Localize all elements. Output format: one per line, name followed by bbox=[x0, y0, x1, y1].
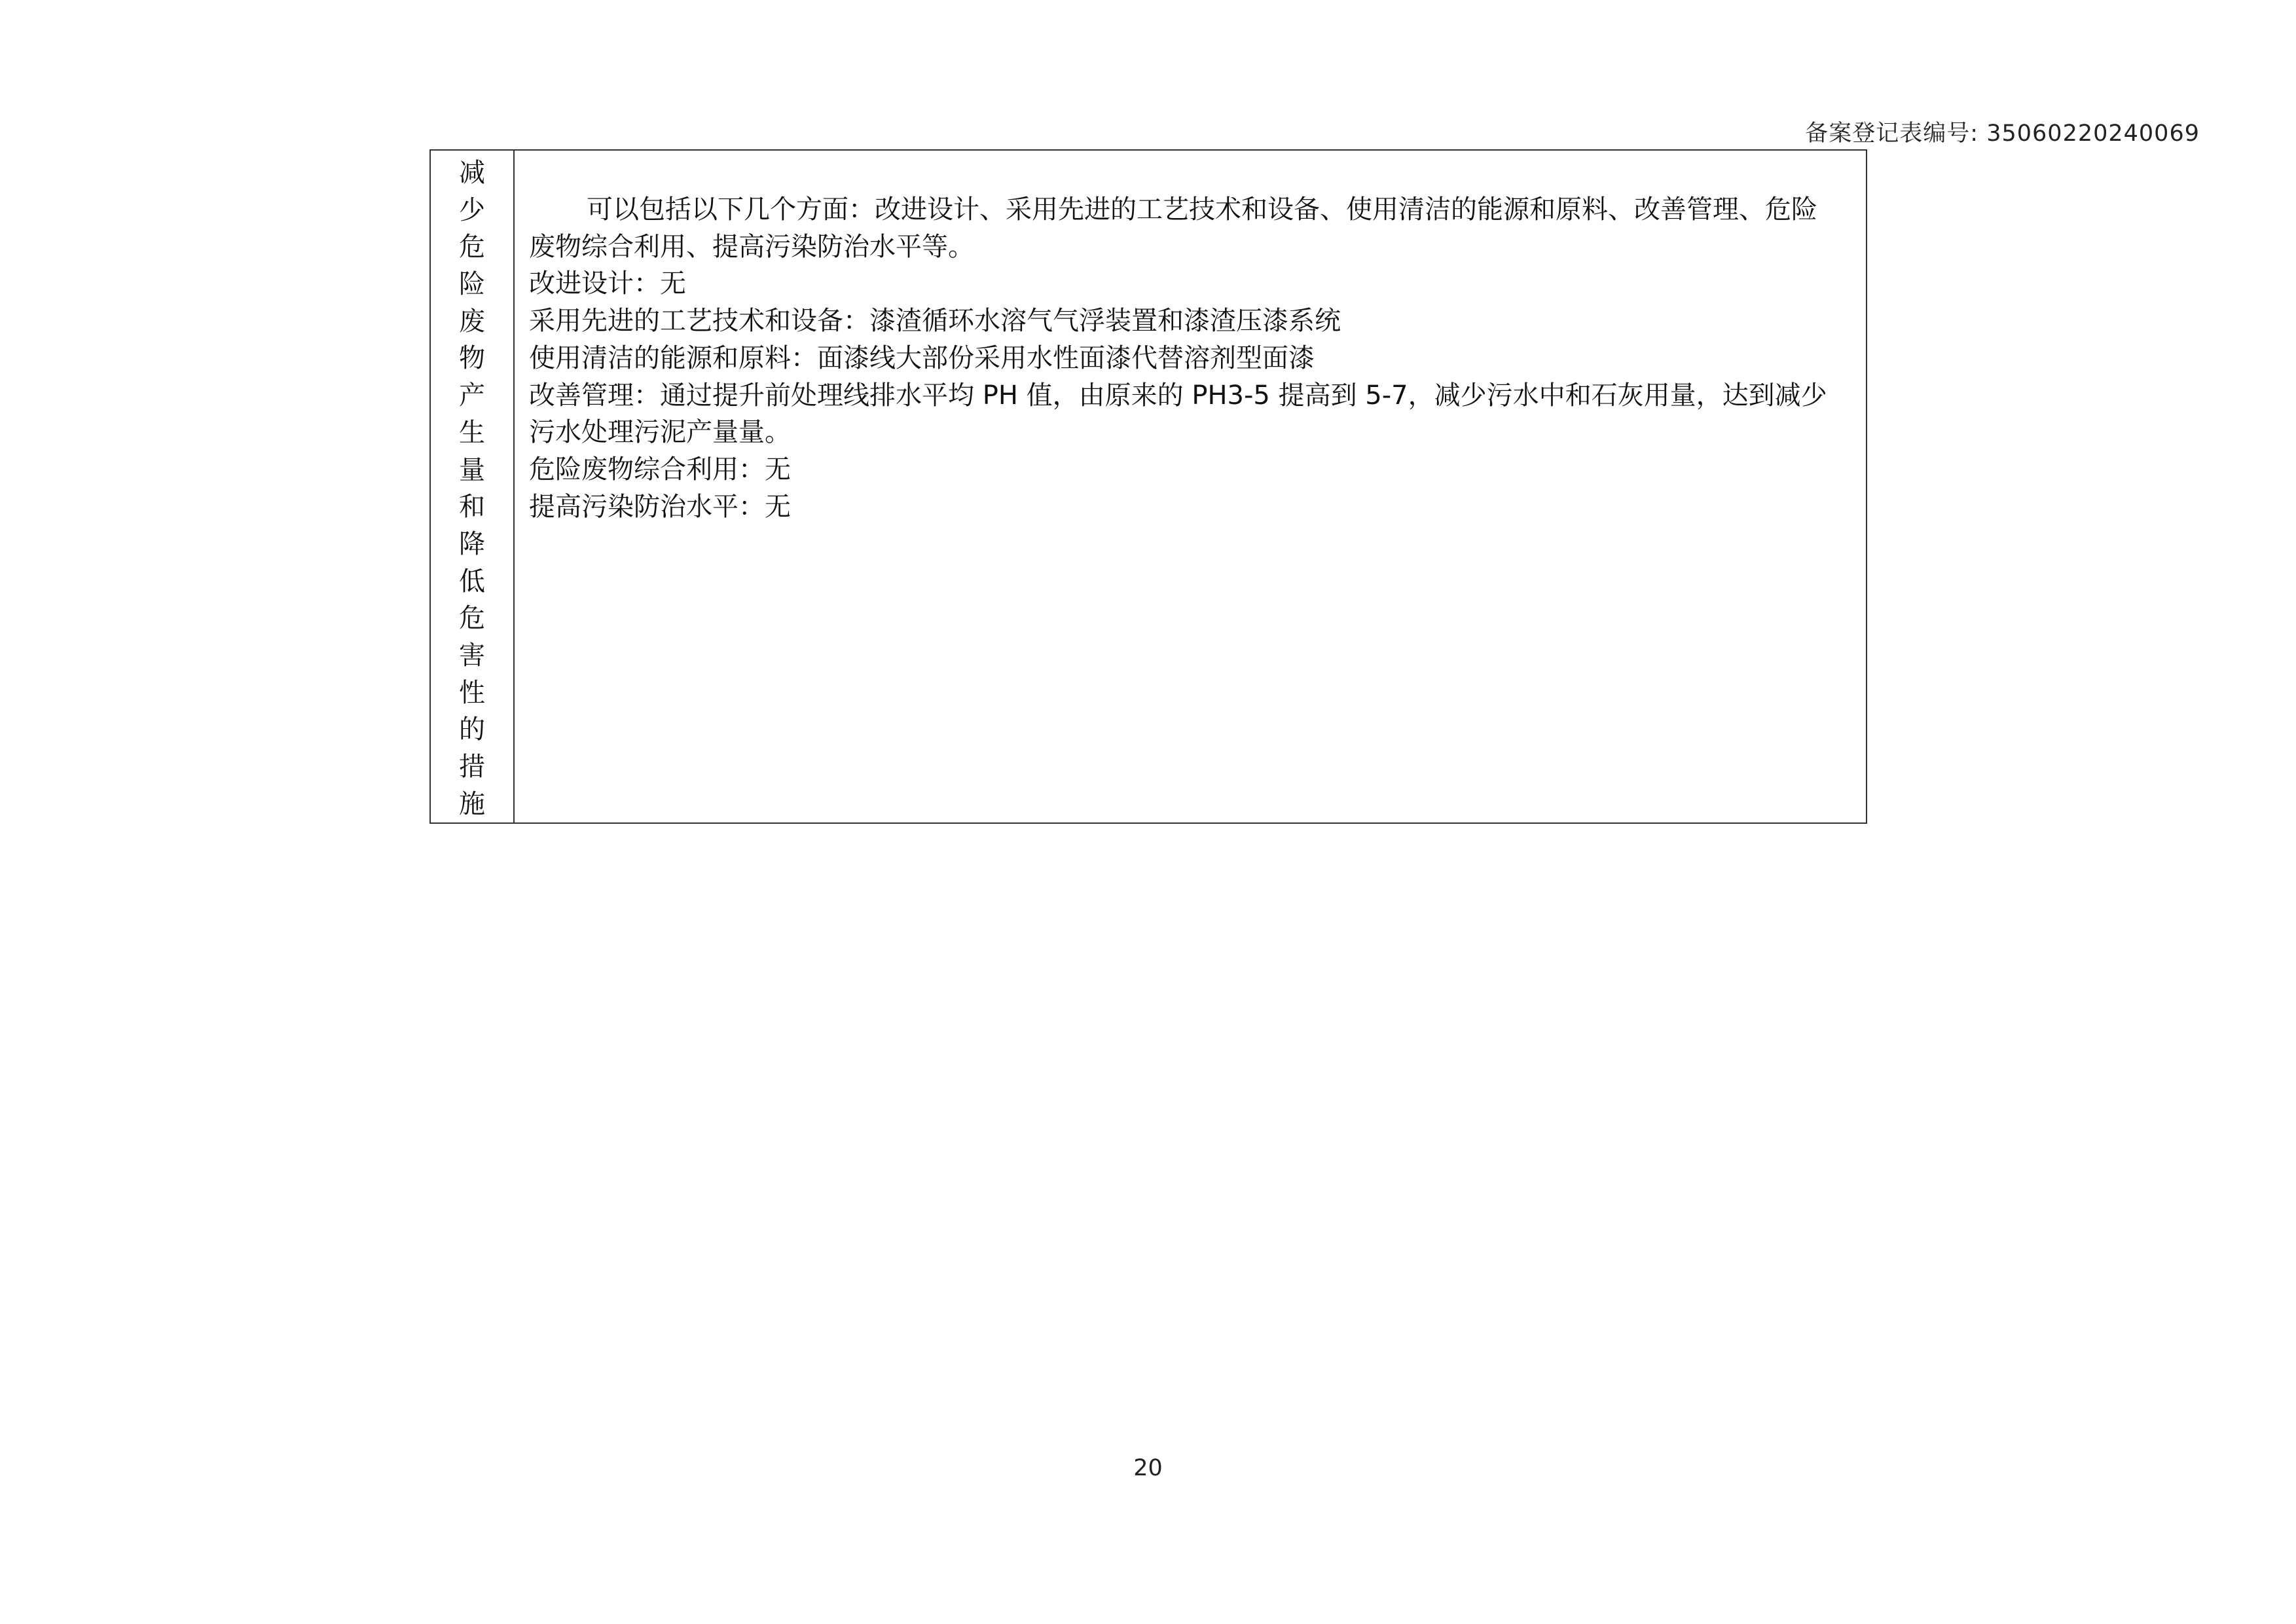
registration-number-header bbox=[1805, 115, 2200, 148]
measure-item: 改善管理：通过提升前处理线排水平均 PH 值，由原来的 PH3-5 提高到 5-7，减少污水中和石灰用量，达到减少污水处理污泥产量量。 bbox=[529, 380, 1827, 448]
label-char: 危 bbox=[459, 603, 485, 634]
label-char: 废 bbox=[459, 306, 485, 337]
registration-label: 备案登记表编号: bbox=[1805, 120, 1979, 147]
measure-item: 危险废物综合利用：无 bbox=[529, 454, 791, 485]
row-label-cell bbox=[430, 150, 514, 823]
label-char: 物 bbox=[459, 343, 485, 374]
page-number: 20 bbox=[1133, 1455, 1163, 1481]
measure-item: 使用清洁的能源和原料：面漆线大部份采用水性面漆代替溶剂型面漆 bbox=[529, 342, 1315, 373]
row-content-cell bbox=[514, 150, 1867, 823]
label-char: 和 bbox=[459, 492, 485, 523]
label-char: 产 bbox=[459, 380, 485, 411]
table-row bbox=[430, 150, 1867, 823]
label-char: 生 bbox=[459, 417, 485, 448]
label-char: 险 bbox=[459, 269, 485, 300]
registration-value: 35060220240069 bbox=[1986, 120, 2200, 147]
measure-item: 提高污染防治水平：无 bbox=[529, 491, 791, 522]
label-char: 降 bbox=[459, 528, 485, 559]
measure-item: 改进设计：无 bbox=[529, 268, 686, 299]
measure-item: 采用先进的工艺技术和设备：漆渣循环水溶气气浮装置和漆渣压漆系统 bbox=[529, 306, 1341, 337]
intro-paragraph: 可以包括以下几个方面：改进设计、采用先进的工艺技术和设备、使用清洁的能源和原料、改善管理、危险废物综合利用、提高污染防治水平等。 bbox=[529, 194, 1817, 262]
measures-text bbox=[529, 151, 1828, 525]
hazardous-waste-measures-table bbox=[429, 149, 1867, 824]
label-char: 的 bbox=[459, 714, 485, 745]
label-char: 少 bbox=[459, 194, 485, 225]
label-char: 量 bbox=[459, 454, 485, 485]
label-char: 施 bbox=[459, 788, 485, 819]
label-char: 措 bbox=[459, 752, 485, 782]
label-char: 害 bbox=[459, 640, 485, 671]
label-char: 性 bbox=[459, 677, 485, 708]
label-char: 低 bbox=[459, 566, 485, 597]
label-char: 危 bbox=[459, 232, 485, 263]
row-label-vertical bbox=[431, 151, 513, 822]
label-char: 减 bbox=[459, 158, 485, 188]
